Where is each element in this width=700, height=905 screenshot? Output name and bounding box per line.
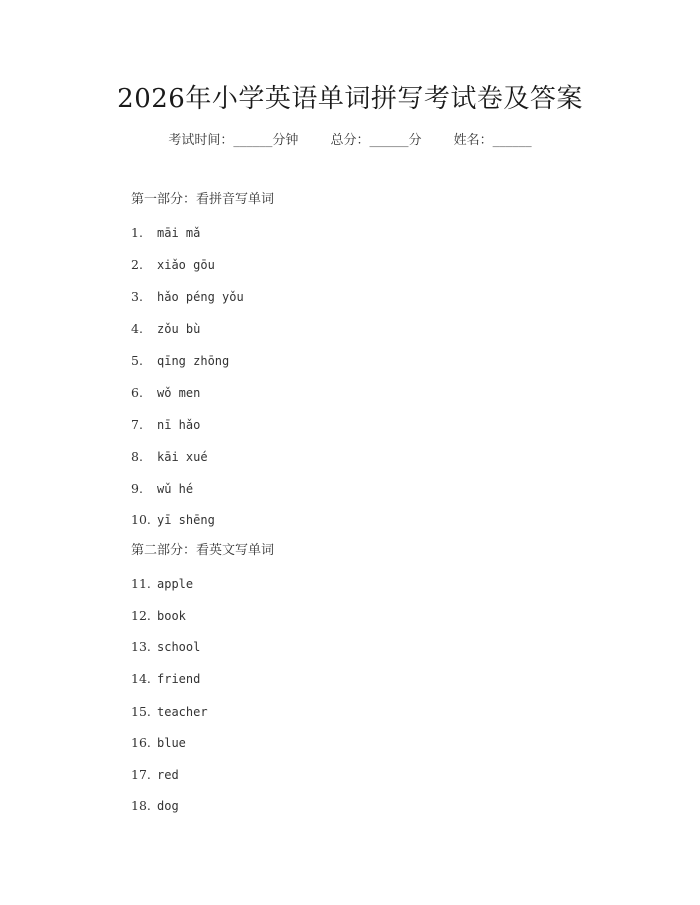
- question-item: [131, 703, 208, 721]
- question-number: 15.: [131, 704, 151, 719]
- question-number: 4.: [131, 321, 143, 336]
- page-title: 2026年小学英语单词拼写考试卷及答案: [117, 84, 583, 114]
- question-text: qīng zhōng: [157, 354, 230, 368]
- question-text: wǒ men: [157, 386, 201, 400]
- question-item: [131, 352, 229, 370]
- question-text: māi mǎ: [157, 226, 201, 240]
- question-item: [131, 288, 244, 306]
- student-name-blank: ______: [492, 133, 532, 148]
- question-item: [131, 734, 186, 752]
- question-item: [131, 670, 200, 688]
- question-item: [131, 480, 193, 498]
- question-item: [131, 575, 193, 593]
- question-number: 5.: [131, 353, 143, 368]
- question-text: kāi xué: [157, 450, 208, 464]
- exam-time-unit: 分钟: [272, 133, 299, 148]
- question-item: [131, 416, 200, 434]
- total-score-unit: 分: [408, 133, 422, 148]
- student-name-field: [454, 132, 532, 150]
- question-item: [131, 511, 215, 529]
- question-number: 16.: [131, 735, 151, 750]
- question-text: hǎo péng yǒu: [157, 290, 244, 304]
- exam-time-label: 考试时间：: [168, 133, 234, 148]
- question-item: [131, 448, 208, 466]
- question-item: [131, 607, 186, 625]
- question-item: [131, 638, 200, 656]
- question-text: book: [157, 609, 186, 623]
- question-number: 8.: [131, 449, 143, 464]
- question-item: [131, 224, 200, 242]
- question-number: 1.: [131, 225, 143, 240]
- question-number: 17.: [131, 767, 151, 782]
- exam-time-blank: ______: [233, 133, 273, 148]
- section-heading-part1: 第一部分：看拼音写单词: [131, 192, 275, 207]
- question-number: 7.: [131, 417, 143, 432]
- question-item: [131, 256, 215, 274]
- total-score-blank: ______: [369, 133, 409, 148]
- question-item: [131, 797, 179, 815]
- question-text: dog: [157, 799, 179, 813]
- question-text: friend: [157, 672, 201, 686]
- section-heading-part2: 第二部分：看英文写单词: [131, 543, 275, 558]
- question-number: 13.: [131, 639, 151, 654]
- question-item: [131, 766, 179, 784]
- question-text: apple: [157, 577, 194, 591]
- question-text: school: [157, 640, 201, 654]
- exam-meta-line: [0, 132, 700, 150]
- question-number: 9.: [131, 481, 143, 496]
- question-text: zǒu bù: [157, 322, 201, 336]
- question-number: 18.: [131, 798, 151, 813]
- question-number: 6.: [131, 385, 143, 400]
- question-text: wǔ hé: [157, 482, 194, 496]
- question-text: yī shēng: [157, 513, 215, 527]
- student-name-label: 姓名：: [453, 133, 493, 148]
- question-number: 14.: [131, 671, 151, 686]
- exam-time-field: [168, 132, 298, 150]
- question-text: nī hǎo: [157, 418, 201, 432]
- question-number: 10.: [131, 512, 151, 527]
- question-number: 2.: [131, 257, 143, 272]
- question-text: red: [157, 768, 179, 782]
- question-text: xiǎo gōu: [157, 258, 215, 272]
- total-score-field: [330, 132, 421, 150]
- question-item: [131, 320, 200, 338]
- question-number: 12.: [131, 608, 151, 623]
- question-number: 3.: [131, 289, 143, 304]
- question-number: 11.: [131, 576, 151, 591]
- question-text: blue: [157, 736, 186, 750]
- question-item: [131, 384, 200, 402]
- question-text: teacher: [157, 705, 208, 719]
- total-score-label: 总分：: [330, 133, 370, 148]
